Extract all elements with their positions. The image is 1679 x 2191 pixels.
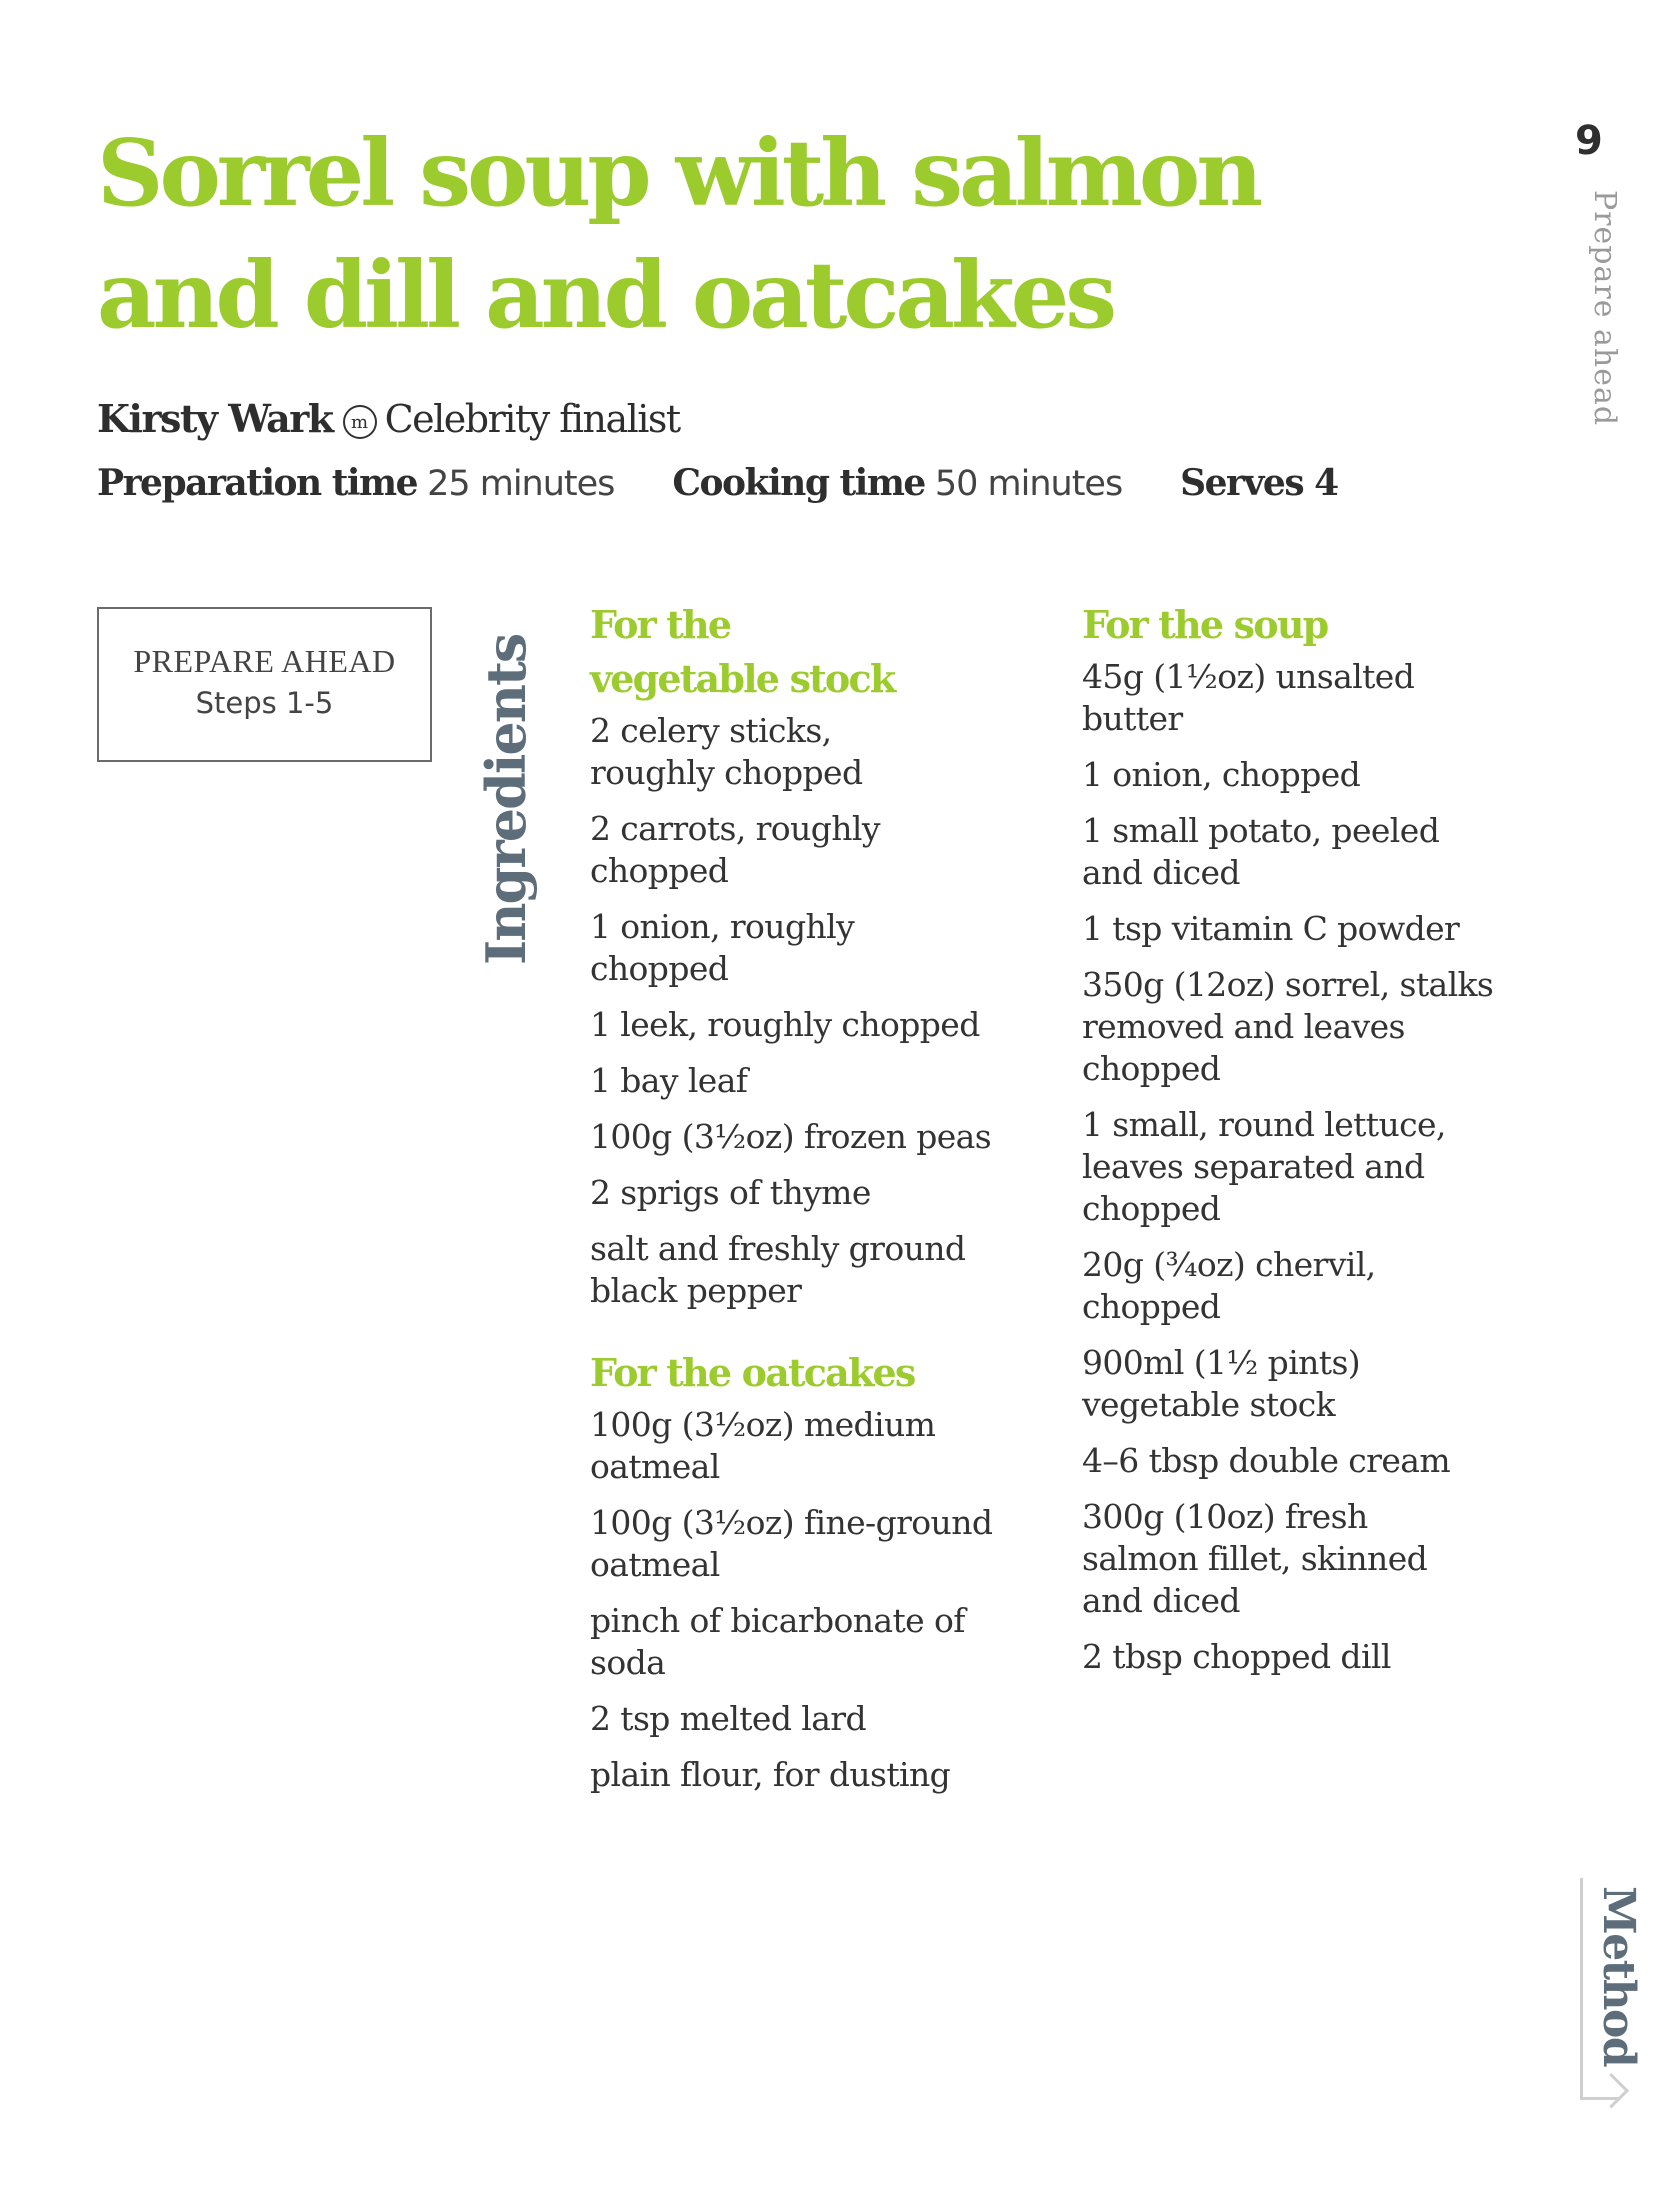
list-item: 300g (10oz) fresh salmon fillet, skinned and diced (1082, 1497, 1428, 1620)
prep-time-value: 25 minutes (427, 464, 615, 504)
prepare-ahead-steps: Steps 1-5 (195, 686, 334, 720)
list-item: 2 tbsp chopped dill (1082, 1637, 1391, 1676)
author-line (97, 396, 680, 441)
section-soup (1082, 598, 1522, 1678)
list-item: 100g (3½oz) fine-ground oatmeal (590, 1503, 993, 1584)
ingredients-heading: Ingredients (474, 634, 538, 965)
recipe-meta (97, 462, 1386, 504)
list-item: 1 onion, chopped (1082, 755, 1361, 794)
list-item: 4–6 tbsp double cream (1082, 1441, 1451, 1480)
section-oatcakes (590, 1346, 1050, 1796)
list-item: salt and freshly ground black pepper (590, 1229, 966, 1310)
recipe-title (97, 112, 1397, 356)
title-line-1: Sorrel soup with salmon (97, 119, 1260, 227)
masterchef-logo-icon: m (343, 405, 377, 439)
list-item: 2 celery sticks, roughly chopped (590, 711, 863, 792)
title-line-2: and dill and oatcakes (97, 241, 1114, 349)
list-item: 20g (¾oz) chervil, chopped (1082, 1245, 1376, 1326)
list-item: 45g (1½oz) unsalted butter (1082, 657, 1415, 738)
ingredients-column-left (590, 598, 1050, 1822)
list-item: 100g (3½oz) frozen peas (590, 1117, 992, 1156)
author-name: Kirsty Wark (97, 396, 333, 441)
cook-time-label: Cooking time (672, 462, 925, 504)
list-item: 1 onion, roughly chopped (590, 907, 855, 988)
method-tab-label: Method (1593, 1886, 1644, 2067)
prepare-ahead-box (97, 607, 432, 762)
section-heading: For the oatcakes (590, 1350, 915, 1395)
page-number: 9 (1575, 118, 1603, 164)
ingredients-column-right (1082, 598, 1522, 1704)
section-vegetable-stock (590, 598, 1050, 1312)
list-item: 1 bay leaf (590, 1061, 748, 1100)
serves (1180, 462, 1338, 504)
list-item: 1 tsp vitamin C powder (1082, 909, 1460, 948)
list-item: 2 sprigs of thyme (590, 1173, 871, 1212)
list-item: 2 carrots, roughly chopped (590, 809, 880, 890)
list-item: 100g (3½oz) medium oatmeal (590, 1405, 936, 1486)
section-heading: For the soup (1082, 602, 1328, 647)
prepare-ahead-side-tab[interactable]: Prepare ahead (1587, 190, 1622, 427)
method-tab[interactable] (1580, 1878, 1660, 2106)
list-item: 1 small potato, peeled and diced (1082, 811, 1440, 892)
cook-time-value: 50 minutes (934, 464, 1123, 504)
serves-label: Serves 4 (1180, 462, 1338, 504)
list-item: 1 small, round lettuce, leaves separated and chopped (1082, 1105, 1446, 1228)
list-item: 900ml (1½ pints) vegetable stock (1082, 1343, 1361, 1424)
list-item: 2 tsp melted lard (590, 1699, 867, 1738)
prep-time-label: Preparation time (97, 462, 418, 504)
list-item: 1 leek, roughly chopped (590, 1005, 980, 1044)
list-item: pinch of bicarbonate of soda (590, 1601, 965, 1682)
author-role: Celebrity finalist (384, 397, 680, 441)
method-tab-bar (1580, 1878, 1583, 2100)
cook-time (672, 462, 1122, 504)
arrow-right-icon (1594, 2073, 1629, 2108)
prep-time (97, 462, 614, 504)
section-heading: For the vegetable stock (590, 602, 895, 701)
list-item: 350g (12oz) sorrel, stalks removed and leaves chopped (1082, 965, 1494, 1088)
prepare-ahead-title: PREPARE AHEAD (133, 643, 396, 679)
list-item: plain flour, for dusting (590, 1755, 951, 1794)
